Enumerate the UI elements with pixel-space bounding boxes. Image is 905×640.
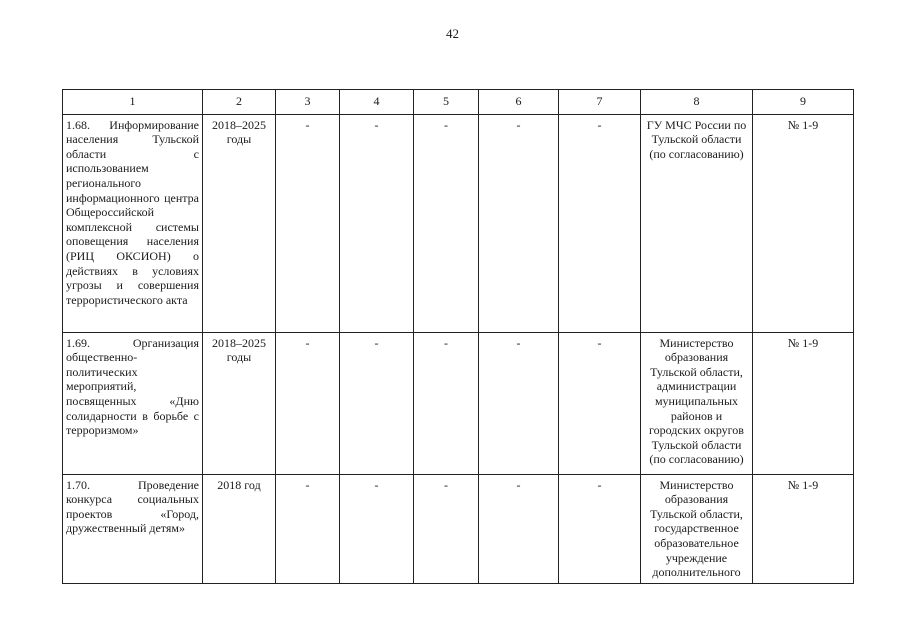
value-cell: - bbox=[414, 332, 479, 474]
executor-cell: Министерство образования Тульской области, государственное образовательное учреждение дополнительного bbox=[641, 474, 753, 583]
period-cell: 2018 год bbox=[203, 474, 276, 583]
executor-cell: Министерство образования Тульской области, администрации муниципальных районов и городских округов Тульской области (по согласованию) bbox=[641, 332, 753, 474]
value-cell: - bbox=[559, 332, 641, 474]
value-cell: - bbox=[276, 474, 340, 583]
table-row bbox=[63, 332, 854, 474]
column-header: 9 bbox=[753, 90, 854, 115]
value-cell: - bbox=[479, 114, 559, 332]
value-cell: - bbox=[340, 474, 414, 583]
column-header: 5 bbox=[414, 90, 479, 115]
column-header: 1 bbox=[63, 90, 203, 115]
period-cell: 2018–2025 годы bbox=[203, 332, 276, 474]
value-cell: - bbox=[479, 474, 559, 583]
table-header-row bbox=[63, 90, 854, 115]
value-cell: - bbox=[340, 332, 414, 474]
indicator-cell: № 1-9 bbox=[753, 332, 854, 474]
value-cell: - bbox=[276, 114, 340, 332]
measure-name-cell: 1.69. Организация общественно-политических мероприятий, посвященных «Дню солидарности в борьбе с терроризмом» bbox=[63, 332, 203, 474]
table-row bbox=[63, 474, 854, 583]
value-cell: - bbox=[340, 114, 414, 332]
column-header: 2 bbox=[203, 90, 276, 115]
page-number: 42 bbox=[446, 26, 459, 41]
period-cell: 2018–2025 годы bbox=[203, 114, 276, 332]
column-header: 7 bbox=[559, 90, 641, 115]
value-cell: - bbox=[559, 114, 641, 332]
measure-name-cell: 1.70. Проведение конкурса социальных проектов «Город, дружественный детям» bbox=[63, 474, 203, 583]
measure-name-cell: 1.68. Информирование населения Тульской области с использованием регионального информационного центра Общероссийской комплексной системы оповещения населения (РИЦ ОКСИОН) о действиях в условиях угрозы и совершения террористического акта bbox=[63, 114, 203, 332]
column-header: 6 bbox=[479, 90, 559, 115]
value-cell: - bbox=[479, 332, 559, 474]
column-header: 4 bbox=[340, 90, 414, 115]
program-table bbox=[62, 89, 854, 584]
indicator-cell: № 1-9 bbox=[753, 114, 854, 332]
value-cell: - bbox=[559, 474, 641, 583]
table-row bbox=[63, 114, 854, 332]
value-cell: - bbox=[414, 474, 479, 583]
executor-cell: ГУ МЧС России по Тульской области (по согласованию) bbox=[641, 114, 753, 332]
column-header: 3 bbox=[276, 90, 340, 115]
value-cell: - bbox=[276, 332, 340, 474]
value-cell: - bbox=[414, 114, 479, 332]
indicator-cell: № 1-9 bbox=[753, 474, 854, 583]
column-header: 8 bbox=[641, 90, 753, 115]
